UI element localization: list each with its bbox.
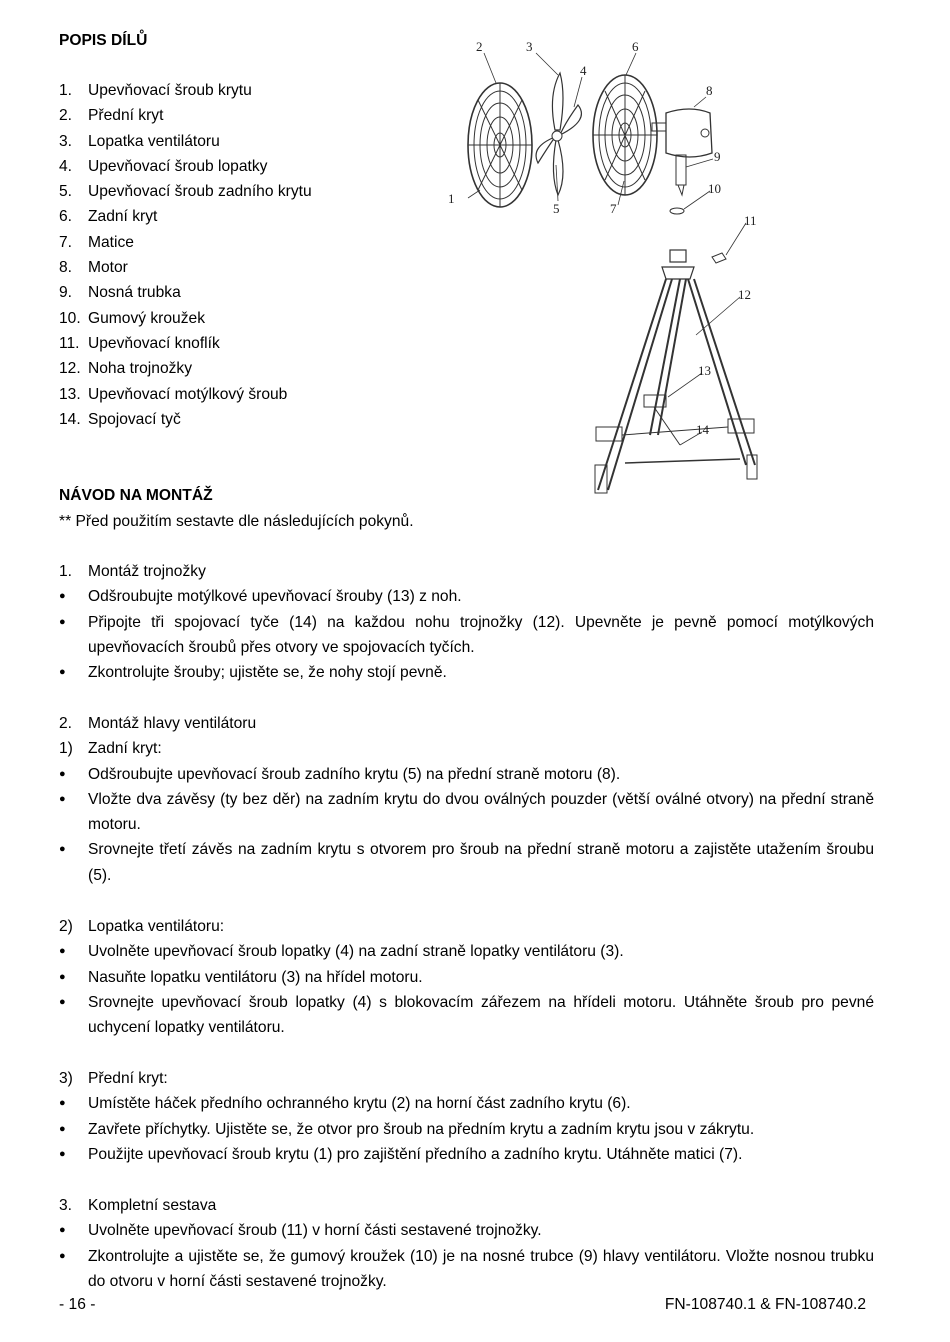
- bullet-text: Zkontrolujte šrouby; ujistěte se, že nohy stojí pevně.: [88, 664, 447, 682]
- list-item: [59, 660, 874, 685]
- subsection-number: 3): [59, 1070, 73, 1087]
- item-number: 7.: [59, 233, 73, 251]
- callout-11: 11: [744, 213, 757, 228]
- bullet-icon: ●: [59, 970, 66, 983]
- subsection-title-text: Lopatka ventilátoru:: [88, 918, 225, 935]
- fixing-knob-drawing: [712, 253, 726, 263]
- bullet-icon: ●: [59, 1097, 66, 1110]
- callout-12: 12: [738, 287, 751, 302]
- callout-8: 8: [706, 83, 713, 98]
- item-number: 14.: [59, 410, 81, 428]
- list-item: [59, 331, 419, 356]
- fan-diagram: [440, 35, 770, 500]
- callout-labels: [448, 39, 757, 437]
- parts-heading: POPIS DÍLŮ: [59, 32, 148, 49]
- list-item: [59, 255, 419, 280]
- section-title-text: Montáž trojnožky: [88, 563, 206, 580]
- section-title: [59, 711, 874, 736]
- subsection-title-text: Přední kryt:: [88, 1070, 168, 1087]
- list-item: [59, 103, 419, 128]
- section-number: 3.: [59, 1197, 73, 1214]
- item-label: Upevňovací šroub lopatky: [88, 157, 268, 175]
- item-label: Upevňovací knoflík: [88, 334, 220, 352]
- rear-guard-drawing: [593, 75, 657, 195]
- tripod-drawing: [595, 250, 757, 493]
- bullet-text: Použijte upevňovací šroub krytu (1) pro zajištění předního a zadního krytu. Utáhněte matici (7).: [88, 1145, 743, 1163]
- bullet-icon: ●: [59, 767, 66, 780]
- list-item: [59, 1244, 874, 1295]
- item-label: Noha trojnožky: [88, 360, 193, 378]
- subsection-number: 2): [59, 918, 73, 935]
- item-number: 11.: [59, 334, 80, 352]
- item-number: 10.: [59, 309, 81, 327]
- section-tripod: [59, 559, 874, 685]
- motor-drawing: [652, 109, 712, 195]
- subsection-title: [59, 914, 874, 939]
- callout-10: 10: [708, 181, 721, 196]
- section-title-text: Kompletní sestava: [88, 1197, 217, 1214]
- parts-list: [59, 78, 419, 432]
- item-number: 3.: [59, 132, 73, 150]
- section-blade: [59, 914, 874, 1040]
- bullet-icon: ●: [59, 945, 66, 958]
- list-item: [59, 1117, 874, 1142]
- list-item: [59, 78, 419, 103]
- item-label: Motor: [88, 259, 128, 277]
- item-label: Upevňovací motýlkový šroub: [88, 385, 288, 403]
- list-item: [59, 787, 874, 838]
- item-label: Upevňovací šroub krytu: [88, 82, 252, 99]
- section-number: 2.: [59, 715, 73, 732]
- item-number: 2.: [59, 107, 73, 125]
- list-item: [59, 965, 874, 990]
- list-item: [59, 939, 874, 964]
- item-label: Zadní kryt: [88, 208, 158, 226]
- callout-1: 1: [448, 191, 455, 206]
- item-label: Nosná trubka: [88, 284, 181, 302]
- list-item: [59, 280, 419, 305]
- list-item: [59, 230, 419, 255]
- exploded-view-figure: [440, 35, 770, 500]
- item-label: Přední kryt: [88, 107, 164, 125]
- callout-leaders: [468, 53, 746, 445]
- item-number: 1.: [59, 82, 73, 99]
- list-item: [59, 584, 874, 609]
- bullet-text: Uvolněte upevňovací šroub lopatky (4) na zadní straně lopatky ventilátoru (3).: [88, 943, 624, 961]
- item-label: Spojovací tyč: [88, 410, 181, 428]
- bullet-text: Zkontrolujte a ujistěte se, že gumový kroužek (10) je na nosné trubce (9) hlavy ventilátoru. Vložte nosnou trubku do otvoru v horní části sestavené trojnožky.: [88, 1247, 874, 1290]
- bullet-icon: ●: [59, 1122, 66, 1135]
- bullet-icon: ●: [59, 995, 66, 1008]
- item-number: 4.: [59, 157, 73, 175]
- callout-13: 13: [698, 363, 711, 378]
- list-item: [59, 154, 419, 179]
- callout-6: 6: [632, 39, 639, 54]
- bullet-icon: ●: [59, 1147, 66, 1160]
- item-label: Matice: [88, 233, 134, 251]
- bullet-icon: ●: [59, 792, 66, 805]
- callout-7: 7: [610, 201, 617, 216]
- bullet-text: Odšroubujte upevňovací šroub zadního krytu (5) na přední straně motoru (8).: [88, 765, 621, 783]
- callout-5: 5: [553, 201, 560, 216]
- item-label: Lopatka ventilátoru: [88, 132, 220, 150]
- list-item: [59, 204, 419, 229]
- subsection-title-text: Zadní kryt:: [88, 740, 162, 758]
- front-guard-drawing: [468, 83, 532, 207]
- bullet-text: Uvolněte upevňovací šroub (11) v horní části sestavené trojnožky.: [88, 1222, 542, 1240]
- list-item: [59, 356, 419, 381]
- fan-blade-drawing: [536, 73, 581, 195]
- bullet-text: Odšroubujte motýlkové upevňovací šrouby (13) z noh.: [88, 588, 462, 606]
- assembly-heading: NÁVOD NA MONTÁŽ: [59, 487, 213, 504]
- item-number: 6.: [59, 208, 73, 226]
- item-label: Gumový kroužek: [88, 309, 205, 327]
- callout-4: 4: [580, 63, 587, 78]
- section-complete-assembly: [59, 1193, 874, 1294]
- subsection-title: [59, 1066, 874, 1091]
- list-item: [59, 762, 874, 787]
- list-item: [59, 179, 419, 204]
- section-number: 1.: [59, 563, 73, 580]
- list-item: [59, 1091, 874, 1116]
- section-title: [59, 559, 874, 584]
- bullet-text: Vložte dva závěsy (ty bez děr) na zadním krytu do dvou oválných pouzder (větší oválné otvory) na přední straně motoru.: [88, 790, 874, 834]
- callout-3: 3: [526, 39, 533, 54]
- bullet-text: Připojte tři spojovací tyče (14) na každou nohu trojnožky (12). Upevněte je pevně pomocí motýlkových upevňovacích šroubů přes otvory ve spojovacích tyčích.: [88, 613, 874, 656]
- section-title: [59, 1193, 874, 1218]
- item-number: 13.: [59, 385, 81, 403]
- bullet-icon: ●: [59, 843, 66, 856]
- bullet-icon: ●: [59, 666, 66, 679]
- list-item: [59, 837, 874, 888]
- callout-9: 9: [714, 149, 721, 164]
- subsection-number: 1): [59, 740, 73, 758]
- item-number: 12.: [59, 360, 81, 378]
- section-title-text: Montáž hlavy ventilátoru: [88, 715, 257, 732]
- list-item: [59, 129, 419, 154]
- list-item: [59, 407, 419, 432]
- model-number: FN-108740.1 & FN-108740.2: [664, 1296, 866, 1313]
- section-fan-head: [59, 711, 874, 888]
- bullet-icon: ●: [59, 1249, 66, 1262]
- list-item: [59, 1142, 874, 1167]
- bullet-icon: ●: [59, 615, 66, 628]
- subsection-title: [59, 736, 874, 761]
- item-number: 9.: [59, 284, 73, 302]
- section-front-guard: [59, 1066, 874, 1167]
- list-item: [59, 382, 419, 407]
- bullet-icon: ●: [59, 1224, 66, 1237]
- callout-2: 2: [476, 39, 483, 54]
- item-label: Upevňovací šroub zadního krytu: [88, 183, 312, 201]
- assembly-intro: ** Před použitím sestavte dle následujících pokynů.: [59, 513, 414, 530]
- bullet-text: Srovnejte upevňovací šroub lopatky (4) s blokovacím zářezem na hřídeli motoru. Utáhněte šroub pro pevné uchycení lopatky ventilátoru.: [88, 993, 874, 1037]
- bullet-text: Zavřete příchytky. Ujistěte se, že otvor pro šroub na předním krytu a zadním krytu jsou v zákrytu.: [88, 1120, 755, 1138]
- rubber-ring-drawing: [670, 208, 684, 214]
- list-item: [59, 990, 874, 1041]
- bullet-text: Umístěte háček předního ochranného krytu (2) na horní část zadního krytu (6).: [88, 1095, 631, 1113]
- callout-14: 14: [696, 422, 709, 437]
- list-item: [59, 306, 419, 331]
- bullet-icon: ●: [59, 590, 66, 603]
- item-number: 8.: [59, 259, 73, 277]
- list-item: [59, 1218, 874, 1243]
- bullet-text: Nasuňte lopatku ventilátoru (3) na hřídel motoru.: [88, 968, 423, 986]
- item-number: 5.: [59, 183, 73, 201]
- bullet-text: Srovnejte třetí závěs na zadním krytu s otvorem pro šroub na přední straně motoru a zajistěte utažením šroubu (5).: [88, 841, 874, 884]
- list-item: [59, 610, 874, 661]
- page-number: - 16 -: [59, 1296, 96, 1313]
